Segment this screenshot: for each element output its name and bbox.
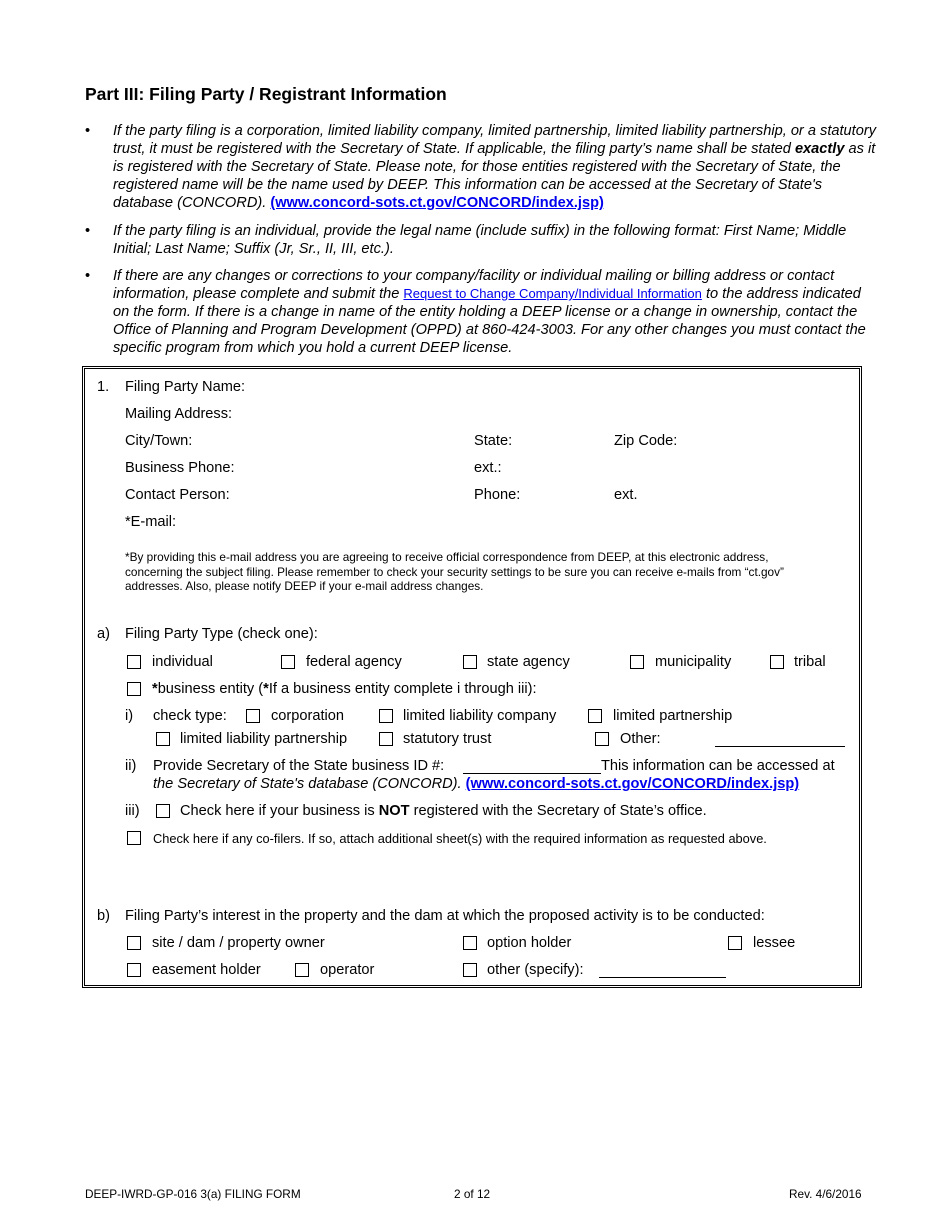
business-id-info-cont: the Secretary of State's database (CONCORD). (www.concord-sots.ct.gov/CONCORD/index.jsp) bbox=[153, 776, 800, 792]
corporation-checkbox[interactable] bbox=[246, 709, 260, 723]
bullet-marker: • bbox=[85, 223, 91, 239]
bullet-marker: • bbox=[85, 268, 91, 284]
tribal-checkbox[interactable] bbox=[770, 655, 784, 669]
other-type-checkbox[interactable] bbox=[595, 732, 609, 746]
state-agency-label: state agency bbox=[487, 654, 570, 670]
email-consent-note: *By providing this e-mail address you are agreeing to receive official correspondence from DEEP, at this electronic address, concerning the subject filing. Please remember to check your security settings to be sure you can receive e-mails from “ct.gov” addresses. Also, please notify DEEP if your e-mail address changes. bbox=[125, 550, 784, 593]
business-id-info: This information can be accessed at bbox=[601, 758, 835, 774]
section-a-letter: a) bbox=[97, 626, 110, 642]
cofilers-label: Check here if any co-filers. If so, attach additional sheet(s) with the required information as requested above. bbox=[153, 831, 767, 846]
other-interest-checkbox[interactable] bbox=[463, 963, 477, 977]
concord-link[interactable]: (www.concord-sots.ct.gov/CONCORD/index.jsp) bbox=[270, 195, 604, 211]
federal-agency-checkbox[interactable] bbox=[281, 655, 295, 669]
not-registered-checkbox[interactable] bbox=[156, 804, 170, 818]
phone-ext-label: ext. bbox=[614, 487, 638, 503]
lessee-checkbox[interactable] bbox=[728, 936, 742, 950]
footer-page-number: 2 of 12 bbox=[454, 1187, 491, 1201]
section-1-number: 1. bbox=[97, 379, 110, 395]
lessee-label: lessee bbox=[753, 935, 796, 951]
municipality-label: municipality bbox=[655, 654, 732, 670]
check-type-label: check type: bbox=[153, 708, 227, 724]
item-i-label: i) bbox=[125, 708, 134, 724]
filing-party-name-label: Filing Party Name: bbox=[125, 379, 246, 395]
option-holder-checkbox[interactable] bbox=[463, 936, 477, 950]
operator-label: operator bbox=[320, 962, 375, 978]
federal-agency-label: federal agency bbox=[306, 654, 402, 670]
business-phone-label: Business Phone: bbox=[125, 460, 235, 476]
email-label: *E-mail: bbox=[125, 514, 177, 530]
business-entity-label: *business entity (*If a business entity complete i through iii): bbox=[152, 681, 537, 697]
state-label: State: bbox=[474, 433, 513, 449]
mailing-address-label: Mailing Address: bbox=[125, 406, 233, 422]
option-holder-label: option holder bbox=[487, 935, 572, 951]
item-ii-label: ii) bbox=[125, 758, 137, 774]
footer-form-id: DEEP-IWRD-GP-016 3(a) FILING FORM bbox=[85, 1187, 301, 1201]
other-type-label: Other: bbox=[620, 731, 661, 747]
interest-title: Filing Party’s interest in the property and the dam at which the proposed activity is to be conducted: bbox=[125, 908, 765, 924]
cofilers-checkbox[interactable] bbox=[127, 831, 141, 845]
lp-checkbox[interactable] bbox=[588, 709, 602, 723]
concord-link-2[interactable]: (www.concord-sots.ct.gov/CONCORD/index.jsp) bbox=[465, 776, 800, 792]
zip-code-label: Zip Code: bbox=[614, 433, 678, 449]
site-owner-label: site / dam / property owner bbox=[152, 935, 325, 951]
easement-holder-checkbox[interactable] bbox=[127, 963, 141, 977]
phone-label: Phone: bbox=[474, 487, 521, 503]
city-town-label: City/Town: bbox=[125, 433, 193, 449]
section-b-letter: b) bbox=[97, 908, 110, 924]
bullet-marker: • bbox=[85, 123, 91, 139]
other-interest-field[interactable] bbox=[599, 977, 726, 978]
llc-label: limited liability company bbox=[403, 708, 557, 724]
corporation-label: corporation bbox=[271, 708, 345, 724]
business-id-label: Provide Secretary of the State business ID #: bbox=[153, 758, 445, 774]
llc-checkbox[interactable] bbox=[379, 709, 393, 723]
business-entity-checkbox[interactable] bbox=[127, 682, 141, 696]
request-change-link[interactable]: Request to Change Company/Individual Information bbox=[403, 286, 702, 301]
tribal-label: tribal bbox=[794, 654, 826, 670]
filing-party-type-title: Filing Party Type (check one): bbox=[125, 626, 318, 642]
other-type-field[interactable] bbox=[715, 746, 845, 747]
lp-label: limited partnership bbox=[613, 708, 733, 724]
other-interest-label: other (specify): bbox=[487, 962, 584, 978]
individual-checkbox[interactable] bbox=[127, 655, 141, 669]
state-agency-checkbox[interactable] bbox=[463, 655, 477, 669]
llp-label: limited liability partnership bbox=[180, 731, 348, 747]
business-id-field[interactable] bbox=[463, 773, 601, 774]
page-title: Part III: Filing Party / Registrant Information bbox=[85, 84, 447, 104]
statutory-trust-checkbox[interactable] bbox=[379, 732, 393, 746]
item-iii-label: iii) bbox=[125, 803, 140, 819]
statutory-trust-label: statutory trust bbox=[403, 731, 492, 747]
business-phone-ext-label: ext.: bbox=[474, 460, 502, 476]
not-registered-label: Check here if your business is NOT registered with the Secretary of State’s office. bbox=[180, 803, 707, 819]
easement-holder-label: easement holder bbox=[152, 962, 261, 978]
contact-person-label: Contact Person: bbox=[125, 487, 230, 503]
llp-checkbox[interactable] bbox=[156, 732, 170, 746]
municipality-checkbox[interactable] bbox=[630, 655, 644, 669]
individual-label: individual bbox=[152, 654, 213, 670]
site-owner-checkbox[interactable] bbox=[127, 936, 141, 950]
operator-checkbox[interactable] bbox=[295, 963, 309, 977]
footer-revision: Rev. 4/6/2016 bbox=[789, 1187, 862, 1201]
